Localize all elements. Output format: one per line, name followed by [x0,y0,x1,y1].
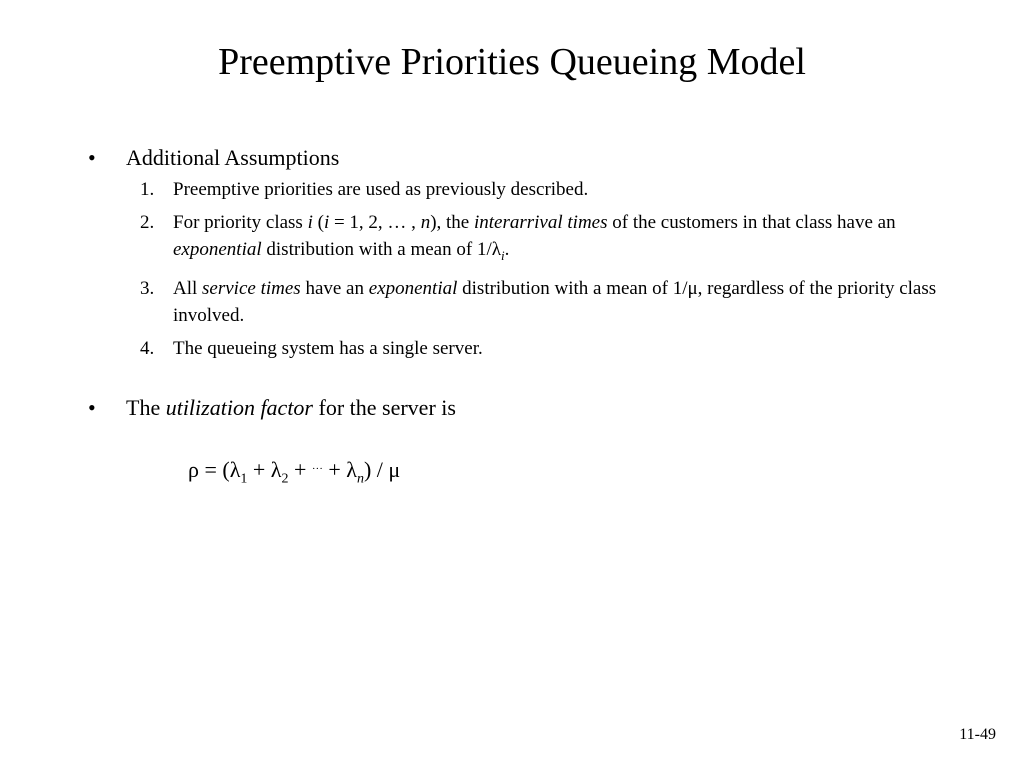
assumption-item-3 [126,275,948,329]
italic-term: n [420,212,431,233]
formula-part: + λ [247,457,282,482]
item-number: 4. [140,337,155,359]
utilization-formula [188,454,400,485]
formula-part: + λ [322,457,357,482]
bullet-mark: • [88,145,96,170]
assumptions-list [126,176,948,362]
item-number: 2. [140,212,155,233]
italic-term: interarrival times [473,212,608,233]
assumption-item-1 [126,176,948,203]
formula-ellipsis: ··· [311,463,323,475]
formula-part: ρ = (λ [188,457,241,482]
italic-term: service times [202,277,301,299]
item-text: distribution with a mean of 1/μ, regardless of the priority class involved. [173,277,937,326]
subscript: i [500,247,505,263]
item-text: Preemptive priorities are used as previously described. [173,179,589,200]
bullet-text: The [126,394,166,420]
page-number: 11-49 [959,726,996,743]
item-text: have an [300,277,369,299]
item-text: ( [312,212,324,233]
bullet-additional-assumptions [88,142,948,362]
italic-term: utilization factor [165,394,313,420]
bullet-list [88,142,948,424]
item-number: 3. [140,277,155,299]
item-text: of the customers in that class have an [607,212,896,233]
italic-term: exponential [173,239,262,260]
formula-subscript: n [356,471,364,487]
italic-term: exponential [368,277,458,299]
item-text: distribution with a mean of 1/λ [261,239,501,260]
item-text: . [504,239,510,260]
bullet-text: for the server is [313,394,456,420]
italic-term: i [307,212,313,233]
assumption-item-2 [126,209,948,269]
item-text: All [173,277,203,299]
italic-term: i [323,212,330,233]
formula-part: ) / μ [363,457,401,482]
slide-title: Preemptive Priorities Queueing Model [218,41,806,83]
item-text: = 1, 2, … , [329,212,421,233]
item-number: 1. [140,179,155,200]
item-text: The queueing system has a single server. [173,337,483,359]
bullet-label: Additional Assumptions [126,145,340,170]
bullet-mark: • [88,394,96,420]
bullet-utilization-factor [88,392,948,424]
formula-part: + [288,457,312,482]
formula-subscript: 1 [240,471,248,487]
assumption-item-4 [126,335,948,362]
item-text: For priority class [173,212,308,233]
item-text: ), the [430,212,474,233]
formula-subscript: 2 [281,471,289,487]
